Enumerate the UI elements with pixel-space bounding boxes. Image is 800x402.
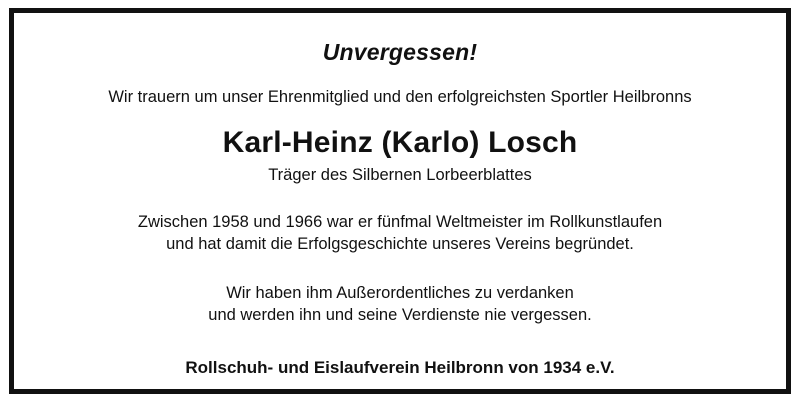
notice-paragraph-2 xyxy=(208,282,591,327)
paragraph-1-line-1: Zwischen 1958 und 1966 war er fünfmal Weltmeister im Rollkunstlaufen xyxy=(137,213,663,231)
club-signature: Rollschuh- und Eislaufverein Heilbronn von 1934 e.V. xyxy=(185,358,615,378)
obituary-notice xyxy=(9,8,791,394)
deceased-name: Karl-Heinz (Karlo) Losch xyxy=(222,126,578,159)
notice-headline: Unvergessen! xyxy=(322,39,478,65)
notice-paragraph-1 xyxy=(138,211,662,256)
paragraph-1-line-2: und hat damit die Erfolgsgeschichte unseres Vereins begründet. xyxy=(166,235,634,254)
notice-lead-text: Wir trauern um unser Ehrenmitglied und den erfolgreichsten Sportler Heilbronns xyxy=(108,88,692,106)
paragraph-2-line-1: Wir haben ihm Außerordentliches zu verdanken xyxy=(226,283,574,302)
paragraph-2-line-2: und werden ihn und seine Verdienste nie vergessen. xyxy=(208,305,592,324)
deceased-honor: Träger des Silbernen Lorbeerblattes xyxy=(268,166,532,184)
